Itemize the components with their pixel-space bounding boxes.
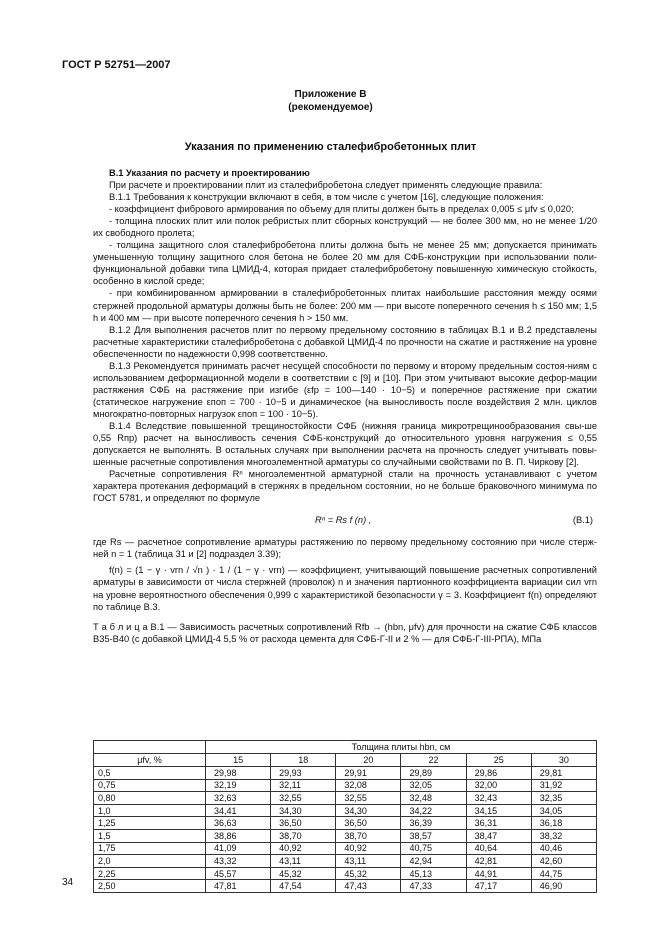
table-row [94,829,597,842]
table-cell: 45,32 [336,867,401,880]
table-cell: 42,60 [531,855,596,868]
annex-status: (рекомендуемое) [288,102,373,113]
table-cell: 34,05 [531,804,596,817]
table-cell: 47,54 [271,880,336,893]
table-cell: 36,50 [336,817,401,830]
table-corner-cell [94,741,206,754]
table-cell: 47,33 [401,880,466,893]
table-row-label: 0,75 [94,779,206,792]
table-cell: 36,31 [466,817,531,830]
table-cell: 36,63 [206,817,271,830]
table-cell: 34,30 [336,804,401,817]
table-cell: 32,00 [466,779,531,792]
table-cell: 45,13 [401,867,466,880]
paragraph: - толщина защитного слоя сталефибробетона плиты должна быть не менее 25 мм; допускается принимать уменьшенную толщину защитного слоя бетона не более 20 мм для СФБ-конструкции при использовании поли-функциональной добавки типа ЦМИД-4, которая придает сталефибробетону повышенную химическую стойкость, особенно в кислой среде; [93,240,597,287]
page-number: 34 [62,877,74,888]
table-row [94,867,597,880]
table-cell: 31,92 [531,779,596,792]
paragraph: Расчетные сопротивления Rⁿ многоэлементной арматурной стали на прочность устанавливают с учетом характера протекания деформаций в стержнях в предельном состоянии, но не больше браковочного минимума по ГОСТ 5781, и определяют по формуле [93,469,597,504]
formula-legend: f(n) = (1 − γ · vrn / √n ) · 1 / (1 − γ · vrn) — коэффициент, учитывающий повышение расчетных сопротивлений арматуры в зависимости от числа стержней (проволок) n и значения партионного коэффициента вариации сил vrn на уровне вероятностного обеспечения 0,999 с характеристикой безопасности γ = 3. Коэффициент f(n) определяют по таблице В.3. [93,565,597,612]
table-row-label: 2,25 [94,867,206,880]
table-row [94,842,597,855]
body-text [93,167,597,645]
paragraph: При расчете и проектировании плит из сталефибробетона следует применять следующие правила: [109,180,543,191]
table-cell: 32,35 [531,792,596,805]
table-cell: 43,11 [336,855,401,868]
table-cell: 40,92 [271,842,336,855]
table-row-label: 2,50 [94,880,206,893]
table-row [94,779,597,792]
table-cell: 43,11 [271,855,336,868]
table-group-header: Толщина плиты hbn, см [206,741,597,754]
table-row-label: 1,75 [94,842,206,855]
table-row [94,792,597,805]
table-caption: Т а б л и ц а В.1 — Зависимость расчетных сопротивлений Rfb → (hbn, μfv) для прочности на сжатие СФБ классов В35-В40 (с добавкой ЦМИД-4 5,5 % от расхода цемента для СФБ-Г-II и 2 % — для СФБ-Г-III-РПА), МПа [93,621,597,644]
paragraph: В.1.4 Вследствие повышенной трещиностойкости СФБ (нижняя граница микротрещинообразования свы-ше 0,55 Rпр) расчет на выносливость сечения СФБ-конструкций до относительного уровня нагружения ≤ 0,55 допускается не выполнять. В остальных случаях при выполнении расчета на прочность следует учитывать повы-шенные расчетные сопротивления многоэлементной арматуры со случайными свойствами по В. П. Чиркову [2]. [93,420,597,468]
table-cell: 38,86 [206,829,271,842]
table-column-header: 20 [336,754,401,767]
table-row [94,855,597,868]
table-cell: 29,81 [531,767,596,780]
table-row [94,817,597,830]
table-cell: 32,63 [206,792,271,805]
table-row-header: μfv, % [94,754,206,767]
table-cell: 38,47 [466,829,531,842]
formula-expression: Rⁿ = Rs f (n) , [315,515,372,526]
table-cell: 32,55 [271,792,336,805]
table-cell: 38,70 [336,829,401,842]
paragraph: В.1.2 Для выполнения расчетов плит по первому предельному состоянию в таблицах В.1 и В.2 представлены расчетные характеристики сталефибробетона с добавкой ЦМИД-4 по прочности на сжатие и растяжение на уровне обеспеченности по надежности 0,998 соответственно. [93,324,597,359]
table-cell: 40,75 [401,842,466,855]
table-cell: 45,32 [271,867,336,880]
formula-block [93,504,597,536]
paragraph: В.1.3 Рекомендуется принимать расчет несущей способности по первому и второму предельным состоя-ниям с использованием деформационной модели в соответствии с [9] и [10]. При этом учитывают высокие дефор-мации растяжения СФБ на растяжение при изгибе (εfp = 100—140 · 10−5) и поперечное растяжение при сжатии (статическое нагружение εпоп = 700 · 10−5 и динамическое (на выносливость после воздействия 2 млн. циклов многократно-повторных нагрузок εпоп = 100 · 10−5). [93,360,597,419]
table-cell: 40,64 [466,842,531,855]
table-cell: 29,98 [206,767,271,780]
table-cell: 43,32 [206,855,271,868]
table-row [94,804,597,817]
table-row-label: 0,80 [94,792,206,805]
table-cell: 34,30 [271,804,336,817]
table-cell: 32,08 [336,779,401,792]
table-column-header: 22 [401,754,466,767]
table-column-header: 15 [206,754,271,767]
table-cell: 45,57 [206,867,271,880]
table-cell: 29,89 [401,767,466,780]
table-cell: 32,05 [401,779,466,792]
table-row-label: 1,25 [94,817,206,830]
table-cell: 40,46 [531,842,596,855]
table-cell: 32,11 [271,779,336,792]
table-cell: 42,81 [466,855,531,868]
table-cell: 34,41 [206,804,271,817]
table-cell: 34,22 [401,804,466,817]
table-row-label: 0,5 [94,767,206,780]
table-cell: 32,19 [206,779,271,792]
table-cell: 32,48 [401,792,466,805]
table-cell: 38,70 [271,829,336,842]
paragraph: В.1.1 Требования к конструкции включают в себя, в том числе с учетом [16], следующие положения: [109,192,544,203]
section-heading: В.1 Указания по расчету и проектированию [109,168,310,178]
table-column-header: 18 [271,754,336,767]
table-cell: 44,91 [466,867,531,880]
table-cell: 36,39 [401,817,466,830]
table-row-label: 2,0 [94,855,206,868]
table-cell: 44,75 [531,867,596,880]
table-cell: 47,17 [466,880,531,893]
table-row [94,880,597,893]
table-cell: 46,90 [531,880,596,893]
table-cell: 42,94 [401,855,466,868]
table-cell: 47,43 [336,880,401,893]
standard-header: ГОСТ Р 52751—2007 [62,59,171,71]
table-cell: 36,50 [271,817,336,830]
table-cell: 38,32 [531,829,596,842]
table-column-header: 30 [531,754,596,767]
table-row-label: 1,5 [94,829,206,842]
table-cell: 40,92 [336,842,401,855]
table-cell: 41,09 [206,842,271,855]
annex-label: Приложение В [294,89,367,100]
table-cell: 29,91 [336,767,401,780]
table-cell: 29,86 [466,767,531,780]
table-row-label: 1,0 [94,804,206,817]
table-column-header: 25 [466,754,531,767]
table-cell: 32,43 [466,792,531,805]
table-cell: 36,18 [531,817,596,830]
formula-number: (В.1) [572,515,593,526]
table-cell: 29,93 [271,767,336,780]
formula-legend: где Rs — расчетное сопротивление арматуры растяжению по первому предельному состоянию при числе стерж-ней n = 1 (таблица 31 и [2] подраздел 3.39); [93,537,597,560]
data-table [93,740,597,893]
table-cell: 47,81 [206,880,271,893]
table-row [94,767,597,780]
page-title: Указания по применению сталефибробетонных плит [184,141,477,153]
table-cell: 38,57 [401,829,466,842]
table-cell: 32,55 [336,792,401,805]
table-cell: 34,15 [466,804,531,817]
paragraph: - при комбинированном армировании в сталефибробетонных плитах наибольшие расстояния между осями стержней продольной арматуры должны быть не более: 200 мм — при высоте поперечного сечения h ≤ 150 мм; 1,5 h и 400 мм — при высоте поперечного сечения h > 150 мм. [93,288,597,323]
paragraph: - коэффициент фибрового армирования по объему для плиты должен быть в пределах 0,005 ≤ μfv ≤ 0,020; [109,204,574,215]
paragraph: - толщина плоских плит или полок ребристых плит сборных конструкций — не более 300 мм, но не менее 1/20 их свободного пролета; [93,216,597,239]
